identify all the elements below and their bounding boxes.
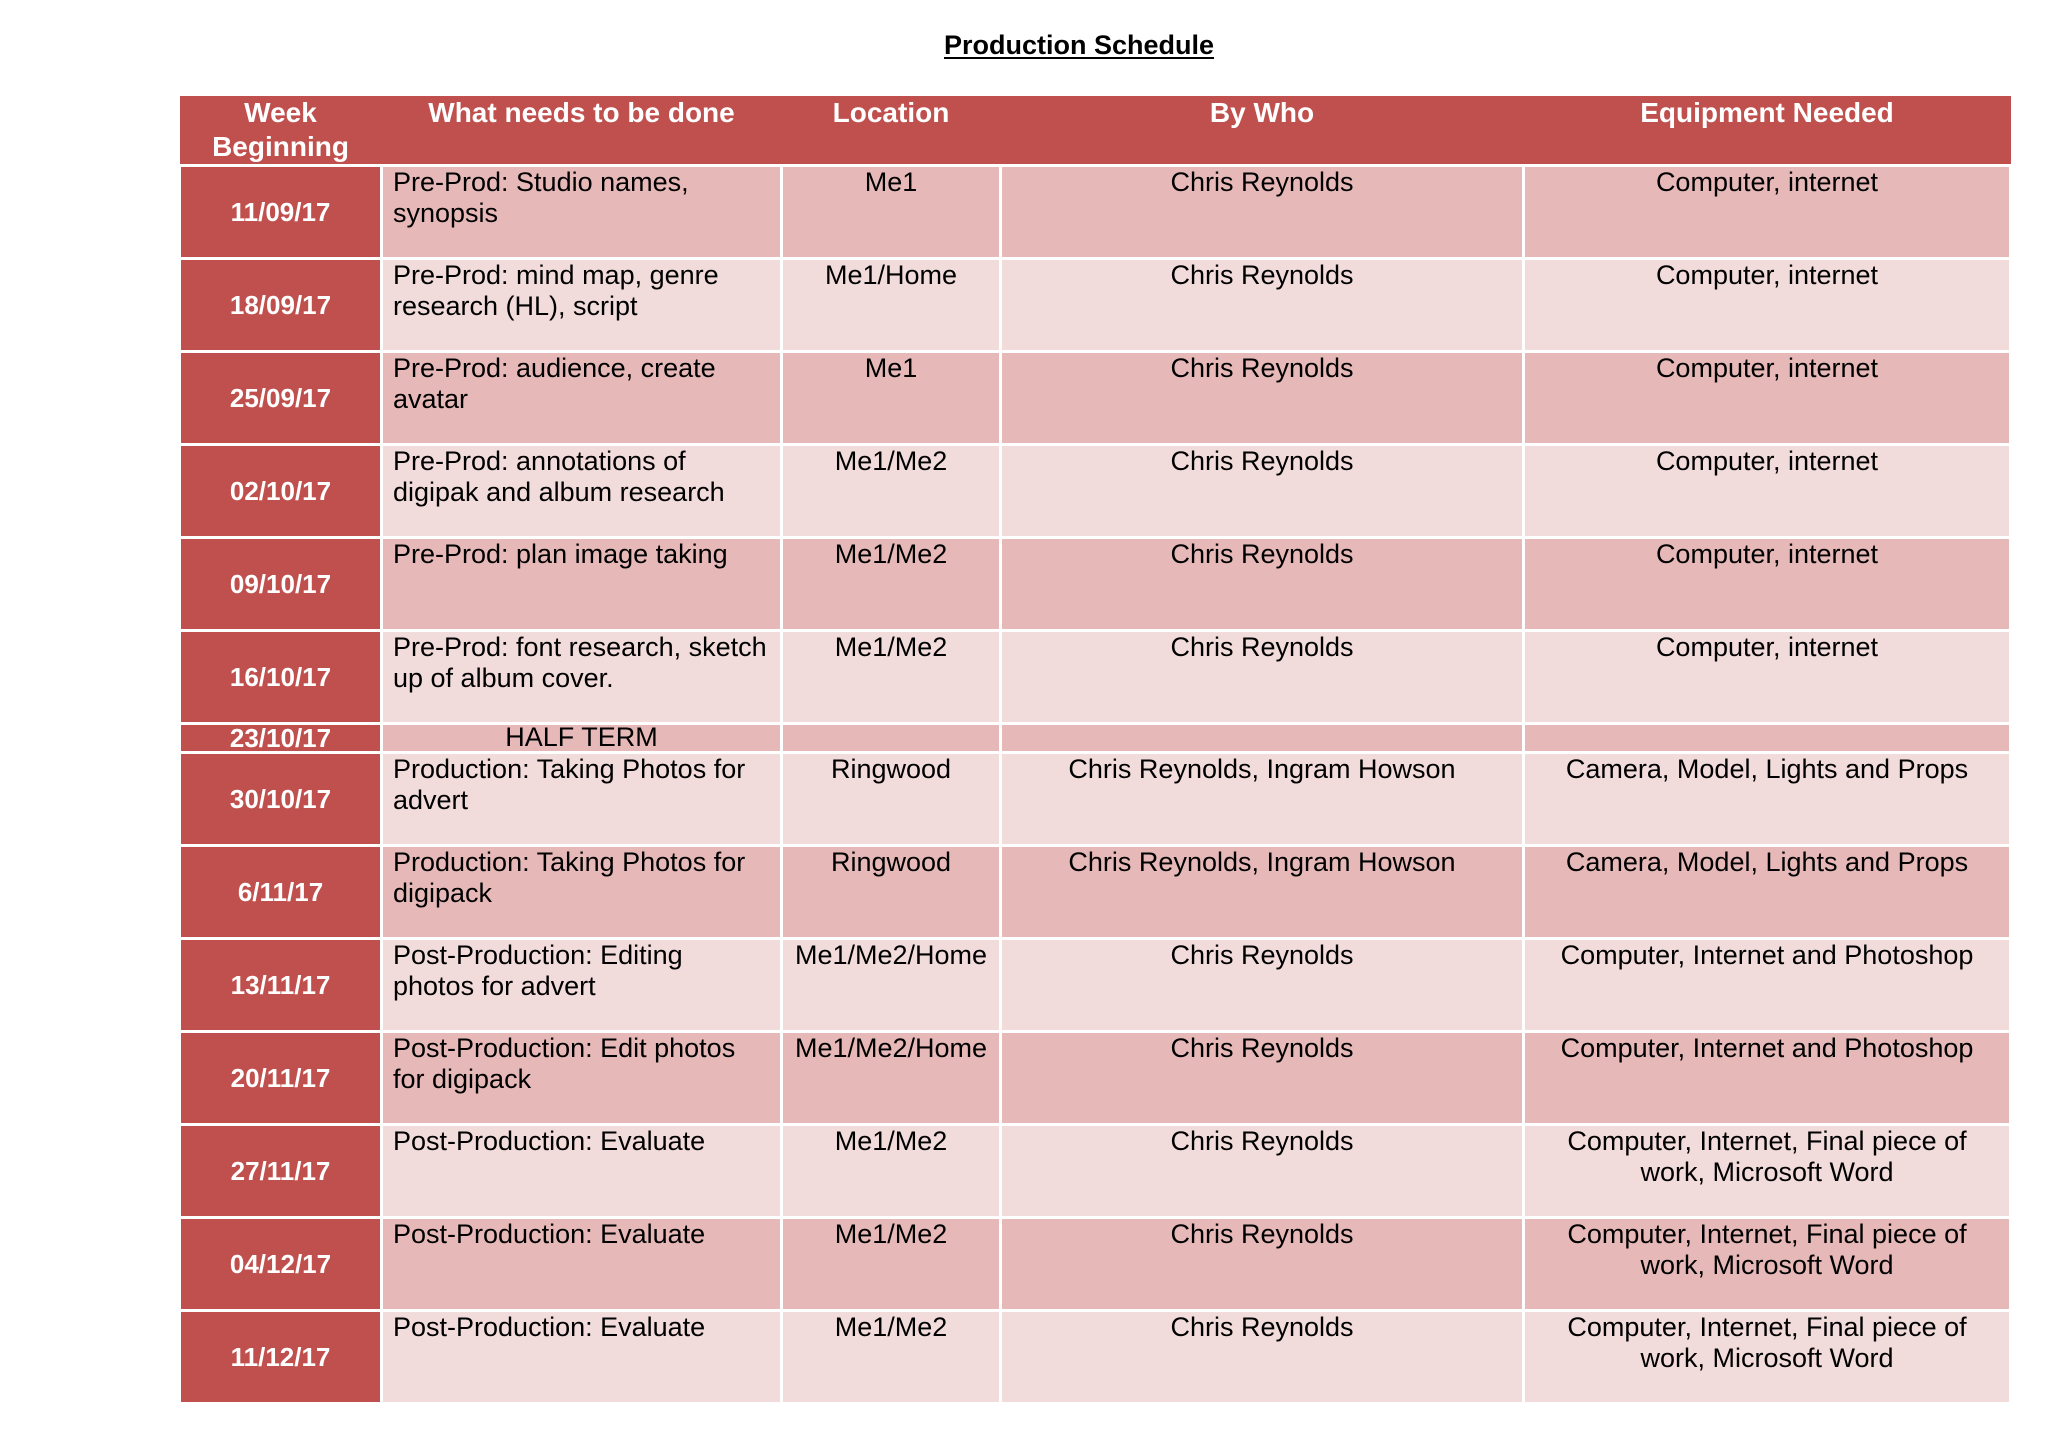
by-who-cell: Chris Reynolds (1001, 1125, 1524, 1218)
equipment-cell: Computer, internet (1524, 538, 2011, 631)
task-cell: Post-Production: Editing photos for advert (382, 939, 782, 1032)
week-cell: 27/11/17 (180, 1125, 382, 1218)
equipment-cell: Computer, internet (1524, 352, 2011, 445)
table-row (180, 445, 2011, 538)
location-cell: Ringwood (782, 753, 1001, 846)
by-who-cell: Chris Reynolds (1001, 538, 1524, 631)
location-cell: Me1/Me2 (782, 1125, 1001, 1218)
header-week-beginning: Week Beginning (180, 96, 382, 166)
table-row (180, 724, 2011, 753)
week-cell: 11/12/17 (180, 1311, 382, 1404)
task-cell: Pre-Prod: audience, create avatar (382, 352, 782, 445)
week-cell: 25/09/17 (180, 352, 382, 445)
location-cell: Me1/Me2 (782, 538, 1001, 631)
task-cell: Pre-Prod: plan image taking (382, 538, 782, 631)
equipment-cell: Computer, internet (1524, 259, 2011, 352)
title-container (0, 30, 2048, 61)
task-cell: Pre-Prod: font research, sketch up of album cover. (382, 631, 782, 724)
location-cell: Me1 (782, 166, 1001, 259)
task-cell: Production: Taking Photos for advert (382, 753, 782, 846)
week-cell: 11/09/17 (180, 166, 382, 259)
by-who-cell: Chris Reynolds (1001, 445, 1524, 538)
table-row (180, 538, 2011, 631)
production-schedule-table (178, 96, 2012, 1405)
week-cell: 20/11/17 (180, 1032, 382, 1125)
by-who-cell: Chris Reynolds (1001, 631, 1524, 724)
week-cell: 13/11/17 (180, 939, 382, 1032)
by-who-cell: Chris Reynolds (1001, 259, 1524, 352)
header-location: Location (782, 96, 1001, 166)
task-cell: Production: Taking Photos for digipack (382, 846, 782, 939)
equipment-cell: Computer, internet (1524, 166, 2011, 259)
table-row (180, 1311, 2011, 1404)
task-cell: Post-Production: Evaluate (382, 1125, 782, 1218)
location-cell: Ringwood (782, 846, 1001, 939)
table-row (180, 1032, 2011, 1125)
equipment-cell: Computer, Internet and Photoshop (1524, 1032, 2011, 1125)
table-row (180, 352, 2011, 445)
week-cell: 16/10/17 (180, 631, 382, 724)
week-cell: 30/10/17 (180, 753, 382, 846)
task-cell: Post-Production: Edit photos for digipack (382, 1032, 782, 1125)
table-header (180, 96, 2011, 166)
equipment-cell: Computer, Internet, Final piece of work, Microsoft Word (1524, 1125, 2011, 1218)
by-who-cell (1001, 724, 1524, 753)
location-cell: Me1/Me2 (782, 1311, 1001, 1404)
task-cell: Post-Production: Evaluate (382, 1218, 782, 1311)
week-cell: 18/09/17 (180, 259, 382, 352)
equipment-cell (1524, 724, 2011, 753)
table-row (180, 939, 2011, 1032)
table-row (180, 1218, 2011, 1311)
by-who-cell: Chris Reynolds (1001, 1311, 1524, 1404)
task-cell: Pre-Prod: annotations of digipak and album research (382, 445, 782, 538)
location-cell: Me1/Me2 (782, 631, 1001, 724)
week-cell: 04/12/17 (180, 1218, 382, 1311)
equipment-cell: Computer, internet (1524, 631, 2011, 724)
table-row (180, 846, 2011, 939)
by-who-cell: Chris Reynolds (1001, 1218, 1524, 1311)
equipment-cell: Computer, internet (1524, 445, 2011, 538)
task-cell: Pre-Prod: mind map, genre research (HL), script (382, 259, 782, 352)
task-cell: HALF TERM (382, 724, 782, 753)
task-cell: Post-Production: Evaluate (382, 1311, 782, 1404)
location-cell: Me1 (782, 352, 1001, 445)
by-who-cell: Chris Reynolds (1001, 1032, 1524, 1125)
document-title: Production Schedule (943, 30, 1215, 60)
header-equipment-needed: Equipment Needed (1524, 96, 2011, 166)
location-cell: Me1/Me2 (782, 1218, 1001, 1311)
equipment-cell: Computer, Internet, Final piece of work, Microsoft Word (1524, 1218, 2011, 1311)
week-cell: 09/10/17 (180, 538, 382, 631)
equipment-cell: Camera, Model, Lights and Props (1524, 846, 2011, 939)
location-cell: Me1/Me2/Home (782, 939, 1001, 1032)
location-cell: Me1/Me2 (782, 445, 1001, 538)
table-row (180, 1125, 2011, 1218)
equipment-cell: Computer, Internet and Photoshop (1524, 939, 2011, 1032)
week-cell: 6/11/17 (180, 846, 382, 939)
week-cell: 02/10/17 (180, 445, 382, 538)
header-by-who: By Who (1001, 96, 1524, 166)
by-who-cell: Chris Reynolds (1001, 166, 1524, 259)
by-who-cell: Chris Reynolds, Ingram Howson (1001, 846, 1524, 939)
by-who-cell: Chris Reynolds (1001, 939, 1524, 1032)
task-cell: Pre-Prod: Studio names, synopsis (382, 166, 782, 259)
location-cell (782, 724, 1001, 753)
table-body (180, 166, 2011, 1404)
week-cell: 23/10/17 (180, 724, 382, 753)
location-cell: Me1/Home (782, 259, 1001, 352)
equipment-cell: Camera, Model, Lights and Props (1524, 753, 2011, 846)
table-row (180, 631, 2011, 724)
location-cell: Me1/Me2/Home (782, 1032, 1001, 1125)
by-who-cell: Chris Reynolds, Ingram Howson (1001, 753, 1524, 846)
by-who-cell: Chris Reynolds (1001, 352, 1524, 445)
table-row (180, 753, 2011, 846)
header-row (180, 96, 2011, 166)
table-row (180, 259, 2011, 352)
header-what-needs-to-be-done: What needs to be done (382, 96, 782, 166)
table-row (180, 166, 2011, 259)
equipment-cell: Computer, Internet, Final piece of work, Microsoft Word (1524, 1311, 2011, 1404)
